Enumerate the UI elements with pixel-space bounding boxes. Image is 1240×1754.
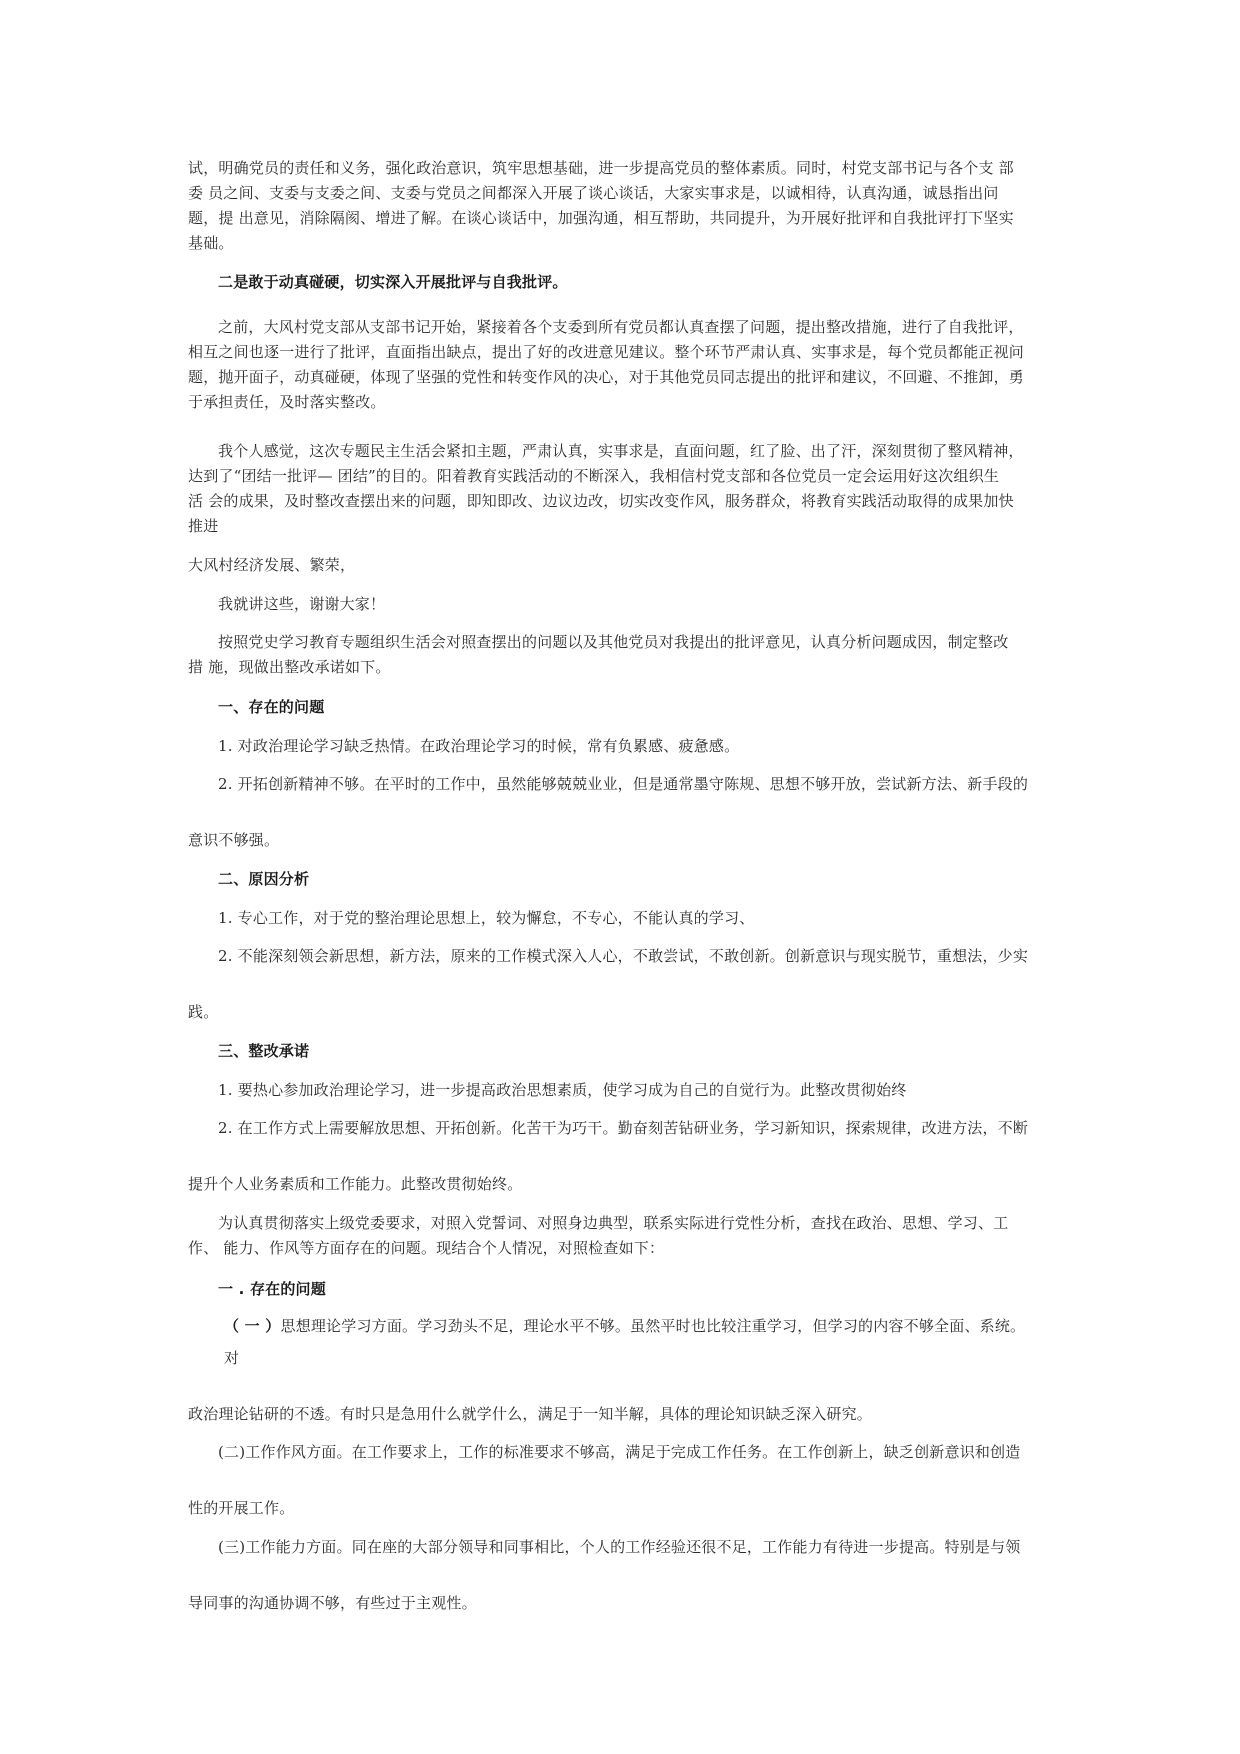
list-item-continuation: 导同事的沟通协调不够，有些过于主观性。 (188, 1594, 477, 1612)
list-item: 1. 要热心参加政治理论学习，进一步提高政治思想素质，使学习成为自己的自觉行为。此整改贯彻始终 (218, 1081, 907, 1099)
list-item (224, 1316, 1025, 1336)
paragraph-line: 之前，大风村党支部从支部书记开始，紧接着各个支委到所有党员都认真查摆了问题，提出整改措施，进行了自我批评， (218, 318, 1024, 336)
list-item: 1. 专心工作，对于党的整治理论思想上，较为懈怠，不专心，不能认真的学习、 (218, 909, 755, 927)
list-item-number: （ 一 ） (224, 1317, 281, 1335)
list-item: 2. 在工作方式上需要解放思想、开拓创新。化苦干为巧干。勤奋刻苦钻研业务，学习新知识，探索规律，改进方法，不断 (218, 1119, 1029, 1137)
paragraph-line: 题，提 出意见，消除隔阂、增进了解。在谈心谈话中，加强沟通，相互帮助，共同提升，为开展好批评和自我批评打下坚实 (188, 209, 1014, 227)
paragraph-line: 推进 (188, 517, 219, 535)
list-item: 2. 开拓创新精神不够。在平时的工作中，虽然能够兢兢业业，但是通常墨守陈规、思想不够开放，尝试新方法、新手段的 (218, 775, 1029, 793)
list-item-continuation: 政治理论钻研的不透。有时只是急用什么就学什么，满足于一知半解，具体的理论知识缺乏深入研究。 (188, 1405, 873, 1423)
paragraph-line: 基础。 (188, 234, 234, 252)
list-item: 2. 不能深刻领会新思想，新方法，原来的工作模式深入人心，不敢尝试，不敢创新。创新意识与现实脱节，重想法，少实 (218, 947, 1029, 965)
list-item: 1. 对政治理论学习缺乏热情。在政治理论学习的时候，常有负累感、疲惫感。 (218, 737, 740, 755)
paragraph-line: 大风村经济发展、繁荣， (188, 556, 356, 574)
paragraph-line: 委 员之间、支委与支委之间、支委与党员之间都深入开展了谈心谈话，大家实事求是，以诚相待，认真沟通，诚恳指出问 (188, 184, 999, 202)
list-item-continuation: 性的开展工作。 (188, 1499, 295, 1517)
paragraph-line: 按照党史学习教育专题组织生活会对照查摆出的问题以及其他党员对我提出的批评意见，认真分析问题成因，制定整改 (218, 633, 1009, 651)
section-heading: 二是敢于动真碰硬，切实深入开展批评与自我批评。 (218, 273, 568, 291)
list-item-continuation: 对 (224, 1349, 240, 1367)
section-heading: 一、存在的问题 (218, 698, 325, 716)
paragraph-line: 于承担责任，及时落实整改。 (188, 393, 386, 411)
paragraph-line: 达到了“团结一批评— 团结”的目的。阳着教育实践活动的不断深入，我相信村党支部和各位党员一定会运用好这次组织生 (188, 467, 1000, 485)
list-item-continuation: 意识不够强。 (188, 831, 280, 849)
list-item-text: 思想理论学习方面。学习劲头不足，理论水平不够。虽然平时也比较注重学习，但学习的内容不够全面、系统。 (280, 1317, 1026, 1335)
paragraph-line: 作、 能力、作风等方面存在的问题。现结合个人情况，对照检查如下： (188, 1239, 665, 1257)
list-item: (二)工作作风方面。在工作要求上，工作的标准要求不够高，满足于完成工作任务。在工作创新上，缺乏创新意识和创造 (218, 1443, 1021, 1461)
paragraph-line: 题，抛开面子，动真碰硬，体现了坚强的党性和转变作风的决心，对于其他党员同志提出的批评和建议，不回避、不推卸，勇 (188, 368, 1025, 386)
list-item: (三)工作能力方面。同在座的大部分领导和同事相比，个人的工作经验还很不足，工作能力有待进一步提高。特别是与领 (218, 1538, 1021, 1556)
section-heading: 二、原因分析 (218, 870, 310, 888)
list-item-continuation: 提升个人业务素质和工作能力。此整改贯彻始终。 (188, 1175, 523, 1193)
paragraph-line: 试，明确党员的责任和义务，强化政治意识，筑牢思想基础，进一步提高党员的整体素质。同时，村党支部书记与各个支 部 (188, 159, 1014, 177)
paragraph-line: 活 会的成果，及时整改查摆出来的问题，即知即改、边议边改，切实改变作风，服务群众，将教育实践活动取得的成果加快 (188, 492, 1014, 510)
paragraph-line: 措 施，现做出整改承诺如下。 (188, 658, 391, 676)
section-heading: 三、整改承诺 (218, 1042, 310, 1060)
paragraph-line: 我个人感觉，这次专题民主生活会紧扣主题，严肃认真，实事求是，直面问题，红了脸、出了汗，深刻贯彻了整风精神， (218, 442, 1024, 460)
section-heading: 一 . 存在的问题 (218, 1280, 326, 1298)
paragraph-line: 为认真贯彻落实上级党委要求，对照入党誓词、对照身边典型，联系实际进行党性分析，查找在政治、思想、学习、工 (218, 1214, 1009, 1232)
paragraph-line: 我就讲这些，谢谢大家！ (218, 595, 386, 613)
paragraph-line: 相互之间也逐一进行了批评，直面指出缺点，提出了好的改进意见建议。整个环节严肃认真、实事求是，每个党员都能正视问 (188, 343, 1025, 361)
list-item-continuation: 践。 (188, 1003, 219, 1021)
